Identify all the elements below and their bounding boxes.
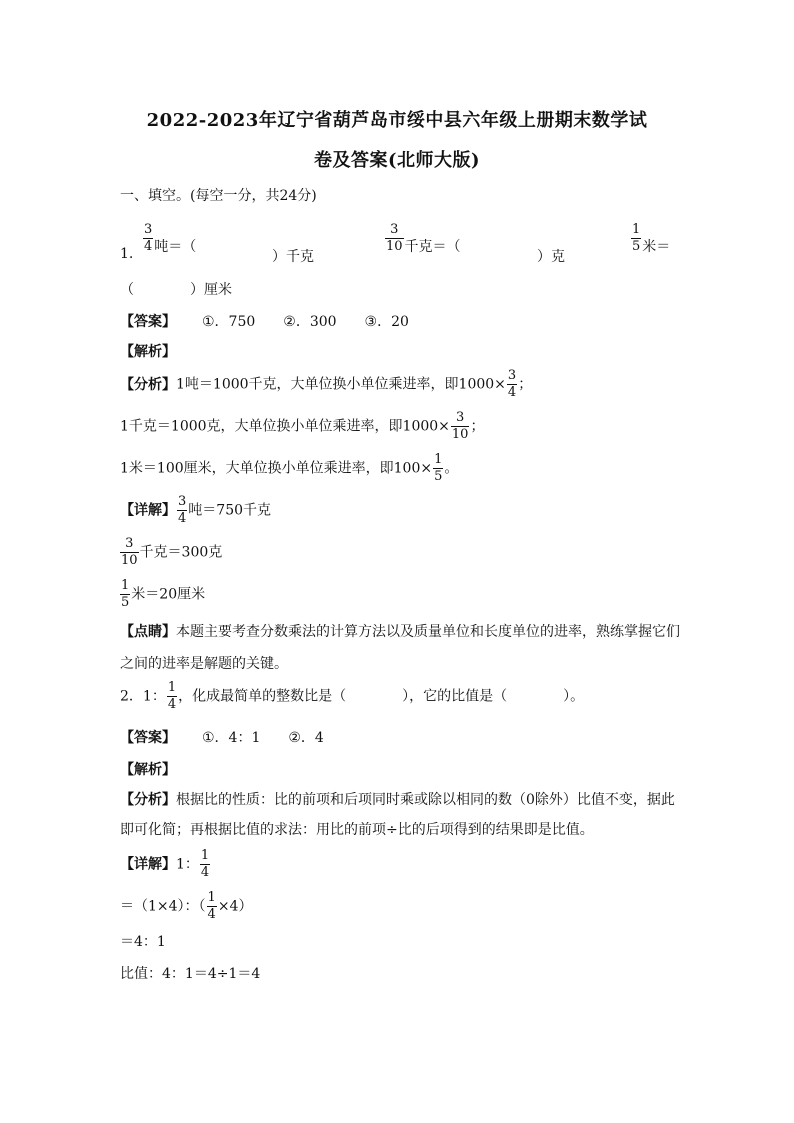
q1-fenxi-2: 1千克＝1000克，大单位换小单位乘进率，即1000× $\frac{3}{10}$ ； (120, 410, 485, 442)
q1-dianjing-2: 之间的进率是解题的关键。 (120, 656, 288, 672)
q2-detail-3: ＝4：1 (120, 934, 166, 950)
q1-number: 1. (120, 246, 134, 262)
q2-detail-2: ＝（1×4）：（ $\frac{1}{4}$ ×4） (120, 890, 253, 922)
section-heading: 一、填空。(每空一分，共24分) (120, 188, 317, 204)
q1-detail-3: $\frac{1}{5}$ 米＝20厘米 (121, 578, 206, 610)
fraction: $\frac{1}{4}$ (207, 890, 216, 922)
q1-detail-1: 【详解】 $\frac{3}{4}$ 吨＝750千克 (120, 494, 272, 526)
q2-fenxi-2: 即可化简；再根据比值的求法：用比的前项÷比的后项得到的结果即是比值。 (120, 822, 594, 838)
fraction: $\frac{1}{5}$ (434, 452, 443, 484)
q1-analysis-label: 【解析】 (120, 344, 176, 360)
q1-fenxi-3: 1米＝100厘米，大单位换小单位乘进率，即100× $\frac{1}{5}$ 。 (120, 452, 459, 484)
q2-answer: 【答案】 ①．4：1 ②．4 (120, 730, 324, 746)
fraction: $\frac{3}{10}$ (451, 410, 469, 442)
fraction: $\frac{3}{10}$ (386, 222, 403, 254)
fraction: $\frac{3}{4}$ (178, 494, 187, 526)
q2-detail-4: 比值：4：1＝4÷1＝4 (120, 966, 261, 982)
q1-line2: （ ）厘米 (120, 282, 232, 298)
q2-detail-1: 【详解】1： $\frac{1}{4}$ (120, 848, 210, 880)
fraction: $\frac{3}{4}$ (144, 222, 153, 254)
document-title-line1: 2022-2023年辽宁省葫芦岛市绥中县六年级上册期末数学试 (146, 110, 648, 131)
q1-detail-2: $\frac{3}{10}$ 千克＝300克 (121, 536, 223, 568)
fraction: $\frac{1}{5}$ (632, 222, 641, 254)
fraction: $\frac{3}{10}$ (121, 536, 138, 568)
q2-question: 2．1： $\frac{1}{4}$ ，化成最简单的整数比是（ ），它的比值是（ ）。 (120, 680, 585, 712)
q2-fenxi-1: 【分析】根据比的性质：比的前项和后项同时乘或除以相同的数（0除外）比值不变，据此 (120, 792, 675, 808)
q1-fenxi-1: 【分析】1吨＝1000千克，大单位换小单位乘进率，即1000× $\frac{3}{4}$ ； (120, 368, 533, 400)
q1-part2: $\frac{3}{10}$ 千克＝（ (386, 222, 461, 255)
fraction: $\frac{1}{4}$ (200, 848, 210, 880)
q1-part1: $\frac{3}{4}$ 吨＝（ (144, 222, 197, 255)
document-title-line2: 卷及答案(北师大版) (313, 150, 481, 171)
q2-analysis-label: 【解析】 (120, 762, 176, 778)
q1-part2-close: ）克 (537, 249, 565, 265)
q1-dianjing-1: 【点睛】本题主要考查分数乘法的计算方法以及质量单位和长度单位的进率，熟练掌握它们 (120, 624, 680, 640)
fraction: $\frac{1}{4}$ (167, 680, 177, 712)
q1-answer: 【答案】 ①．750 ②．300 ③．20 (120, 314, 409, 330)
q1-part3: $\frac{1}{5}$ 米＝ (632, 222, 671, 255)
fraction: $\frac{1}{5}$ (121, 578, 130, 610)
q1-part1-close: ）千克 (272, 249, 314, 265)
fraction: $\frac{3}{4}$ (507, 368, 517, 400)
